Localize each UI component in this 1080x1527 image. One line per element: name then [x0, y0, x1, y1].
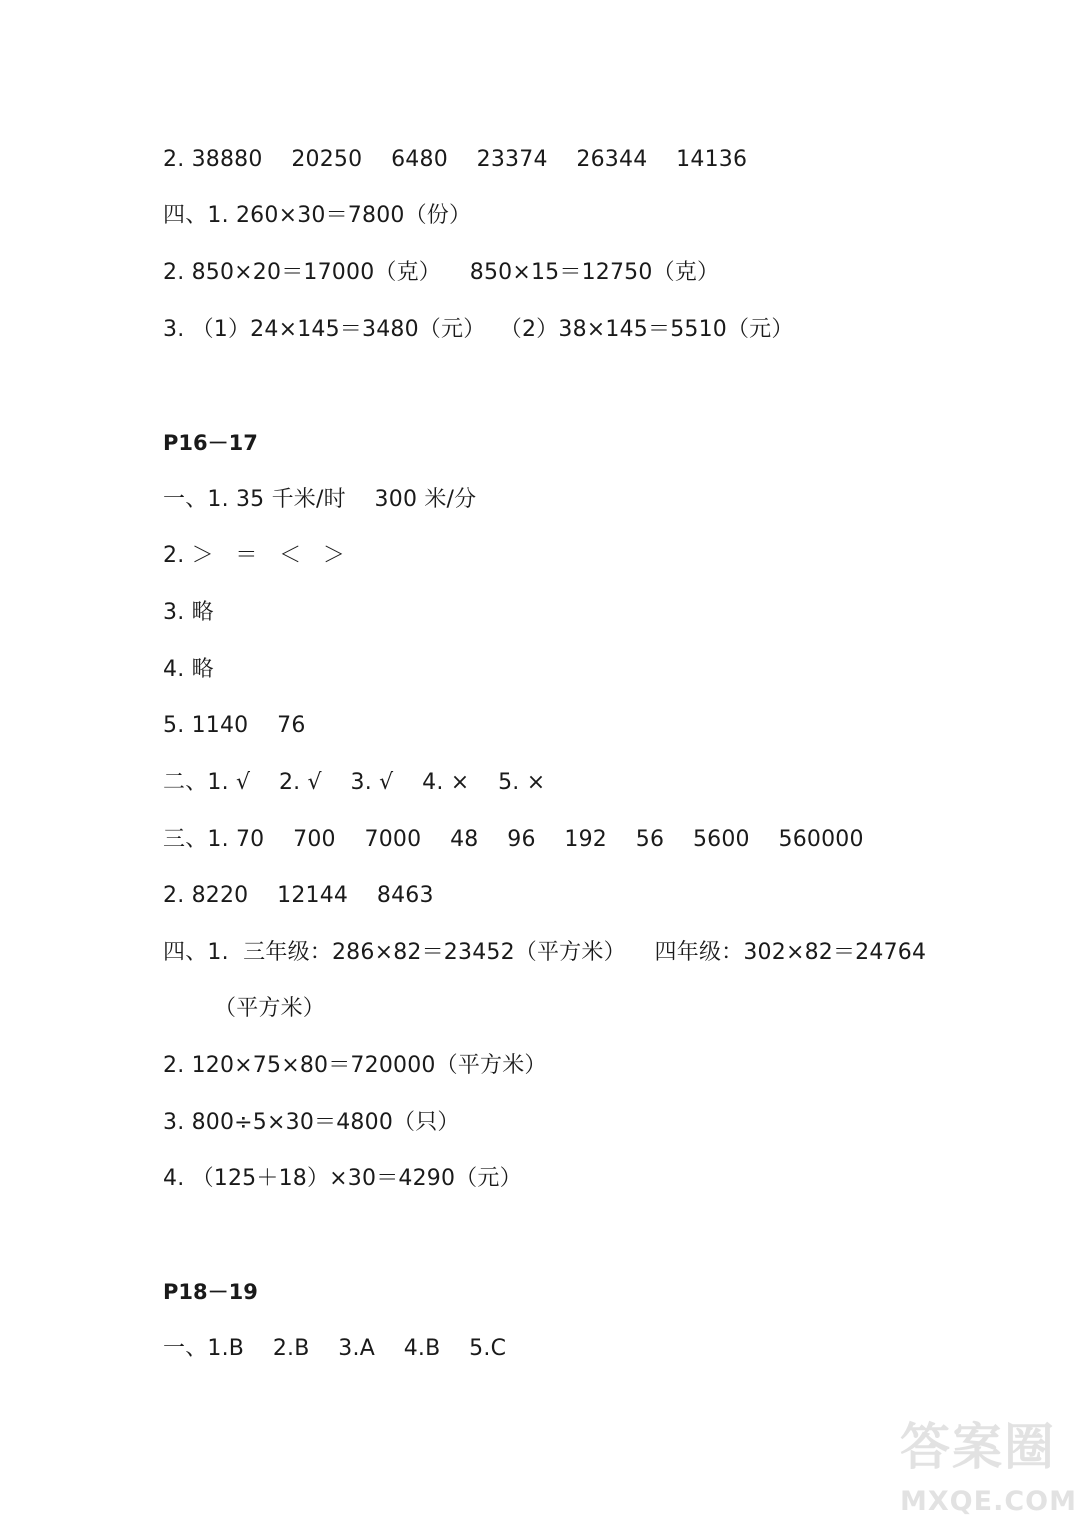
answer-line: 四、1. 三年级：286×82＝23452（平方米） 四年级：302×82＝24764	[163, 940, 927, 965]
section-heading: P18－19	[163, 1280, 258, 1304]
answer-line: 2. 120×75×80＝720000（平方米）	[163, 1053, 547, 1078]
answer-line: 四、1. 260×30＝7800（份）	[163, 203, 472, 228]
answer-line: 一、1. 35 千米/时 300 米/分	[163, 487, 477, 512]
answer-line: 3. （1）24×145＝3480（元） （2）38×145＝5510（元）	[163, 317, 794, 342]
answer-line: 二、1. √ 2. √ 3. √ 4. × 5. ×	[163, 770, 546, 795]
answer-line: 2. 8220 12144 8463	[163, 883, 434, 908]
watermark-logo	[900, 1412, 1077, 1522]
section-heading: P16－17	[163, 431, 258, 455]
answer-line: 2. 38880 20250 6480 23374 26344 14136	[163, 147, 748, 172]
watermark-mark: 答案圈	[900, 1418, 1056, 1476]
answer-line: 5. 1140 76	[163, 713, 306, 738]
answer-line: 一、1.B 2.B 3.A 4.B 5.C	[163, 1336, 507, 1361]
watermark-url: MXQE.COM	[900, 1486, 1077, 1517]
answer-line: 三、1. 70 700 7000 48 96 192 56 5600 560000	[163, 827, 864, 852]
answer-line: 2. ＞ ＝ ＜ ＞	[163, 543, 346, 568]
answer-line: 4. （125＋18）×30＝4290（元）	[163, 1166, 522, 1191]
answer-line: 4. 略	[163, 657, 214, 682]
answer-line: 3. 略	[163, 600, 214, 625]
answer-line-continued: （平方米）	[214, 996, 326, 1021]
answer-line: 3. 800÷5×30＝4800（只）	[163, 1110, 460, 1135]
answer-line: 2. 850×20＝17000（克） 850×15＝12750（克）	[163, 260, 720, 285]
